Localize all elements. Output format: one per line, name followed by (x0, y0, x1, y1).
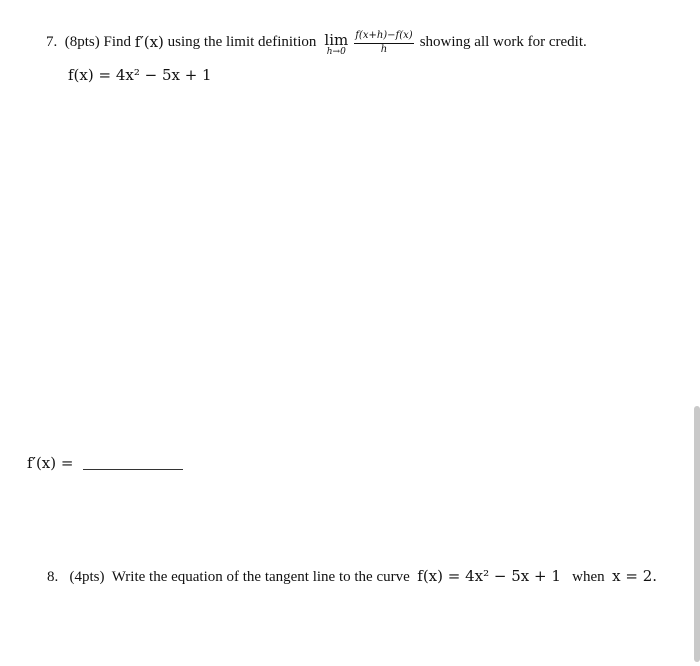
question-7-points: (8pts) (64, 33, 100, 50)
limit-word: lim (324, 31, 349, 49)
question-8-text: Write the equation of the tangent line to the curve (111, 569, 410, 585)
question-7-text-after: showing all work for credit. (419, 33, 587, 50)
question-7-text-before: Find (103, 33, 132, 50)
answer-blank[interactable] (83, 469, 183, 470)
question-8-when: when (572, 569, 605, 585)
question-8 (47, 567, 657, 586)
question-7 (46, 30, 587, 57)
difference-quotient (354, 30, 414, 56)
limit-expression (324, 33, 348, 57)
answer-line (27, 454, 183, 472)
limit-subscript: h→0 (326, 47, 346, 57)
answer-label: f′(x) = (27, 454, 74, 472)
question-8-condition: x = 2. (612, 567, 658, 585)
question-8-function: f(x) = 4x² − 5x + 1 (417, 567, 561, 585)
question-7-text-middle: using the limit definition (167, 33, 317, 50)
question-7-number: 7. (46, 33, 58, 50)
question-8-points: (4pts) (69, 569, 105, 585)
question-7-function: f(x) = 4x² − 5x + 1 (68, 66, 212, 84)
question-8-number: 8. (47, 569, 59, 585)
fraction-numerator: f(x+h)−f(x) (354, 30, 414, 44)
scrollbar[interactable] (694, 406, 700, 662)
fraction-denominator: h (380, 44, 388, 55)
derivative-symbol: f′(x) (134, 33, 164, 51)
